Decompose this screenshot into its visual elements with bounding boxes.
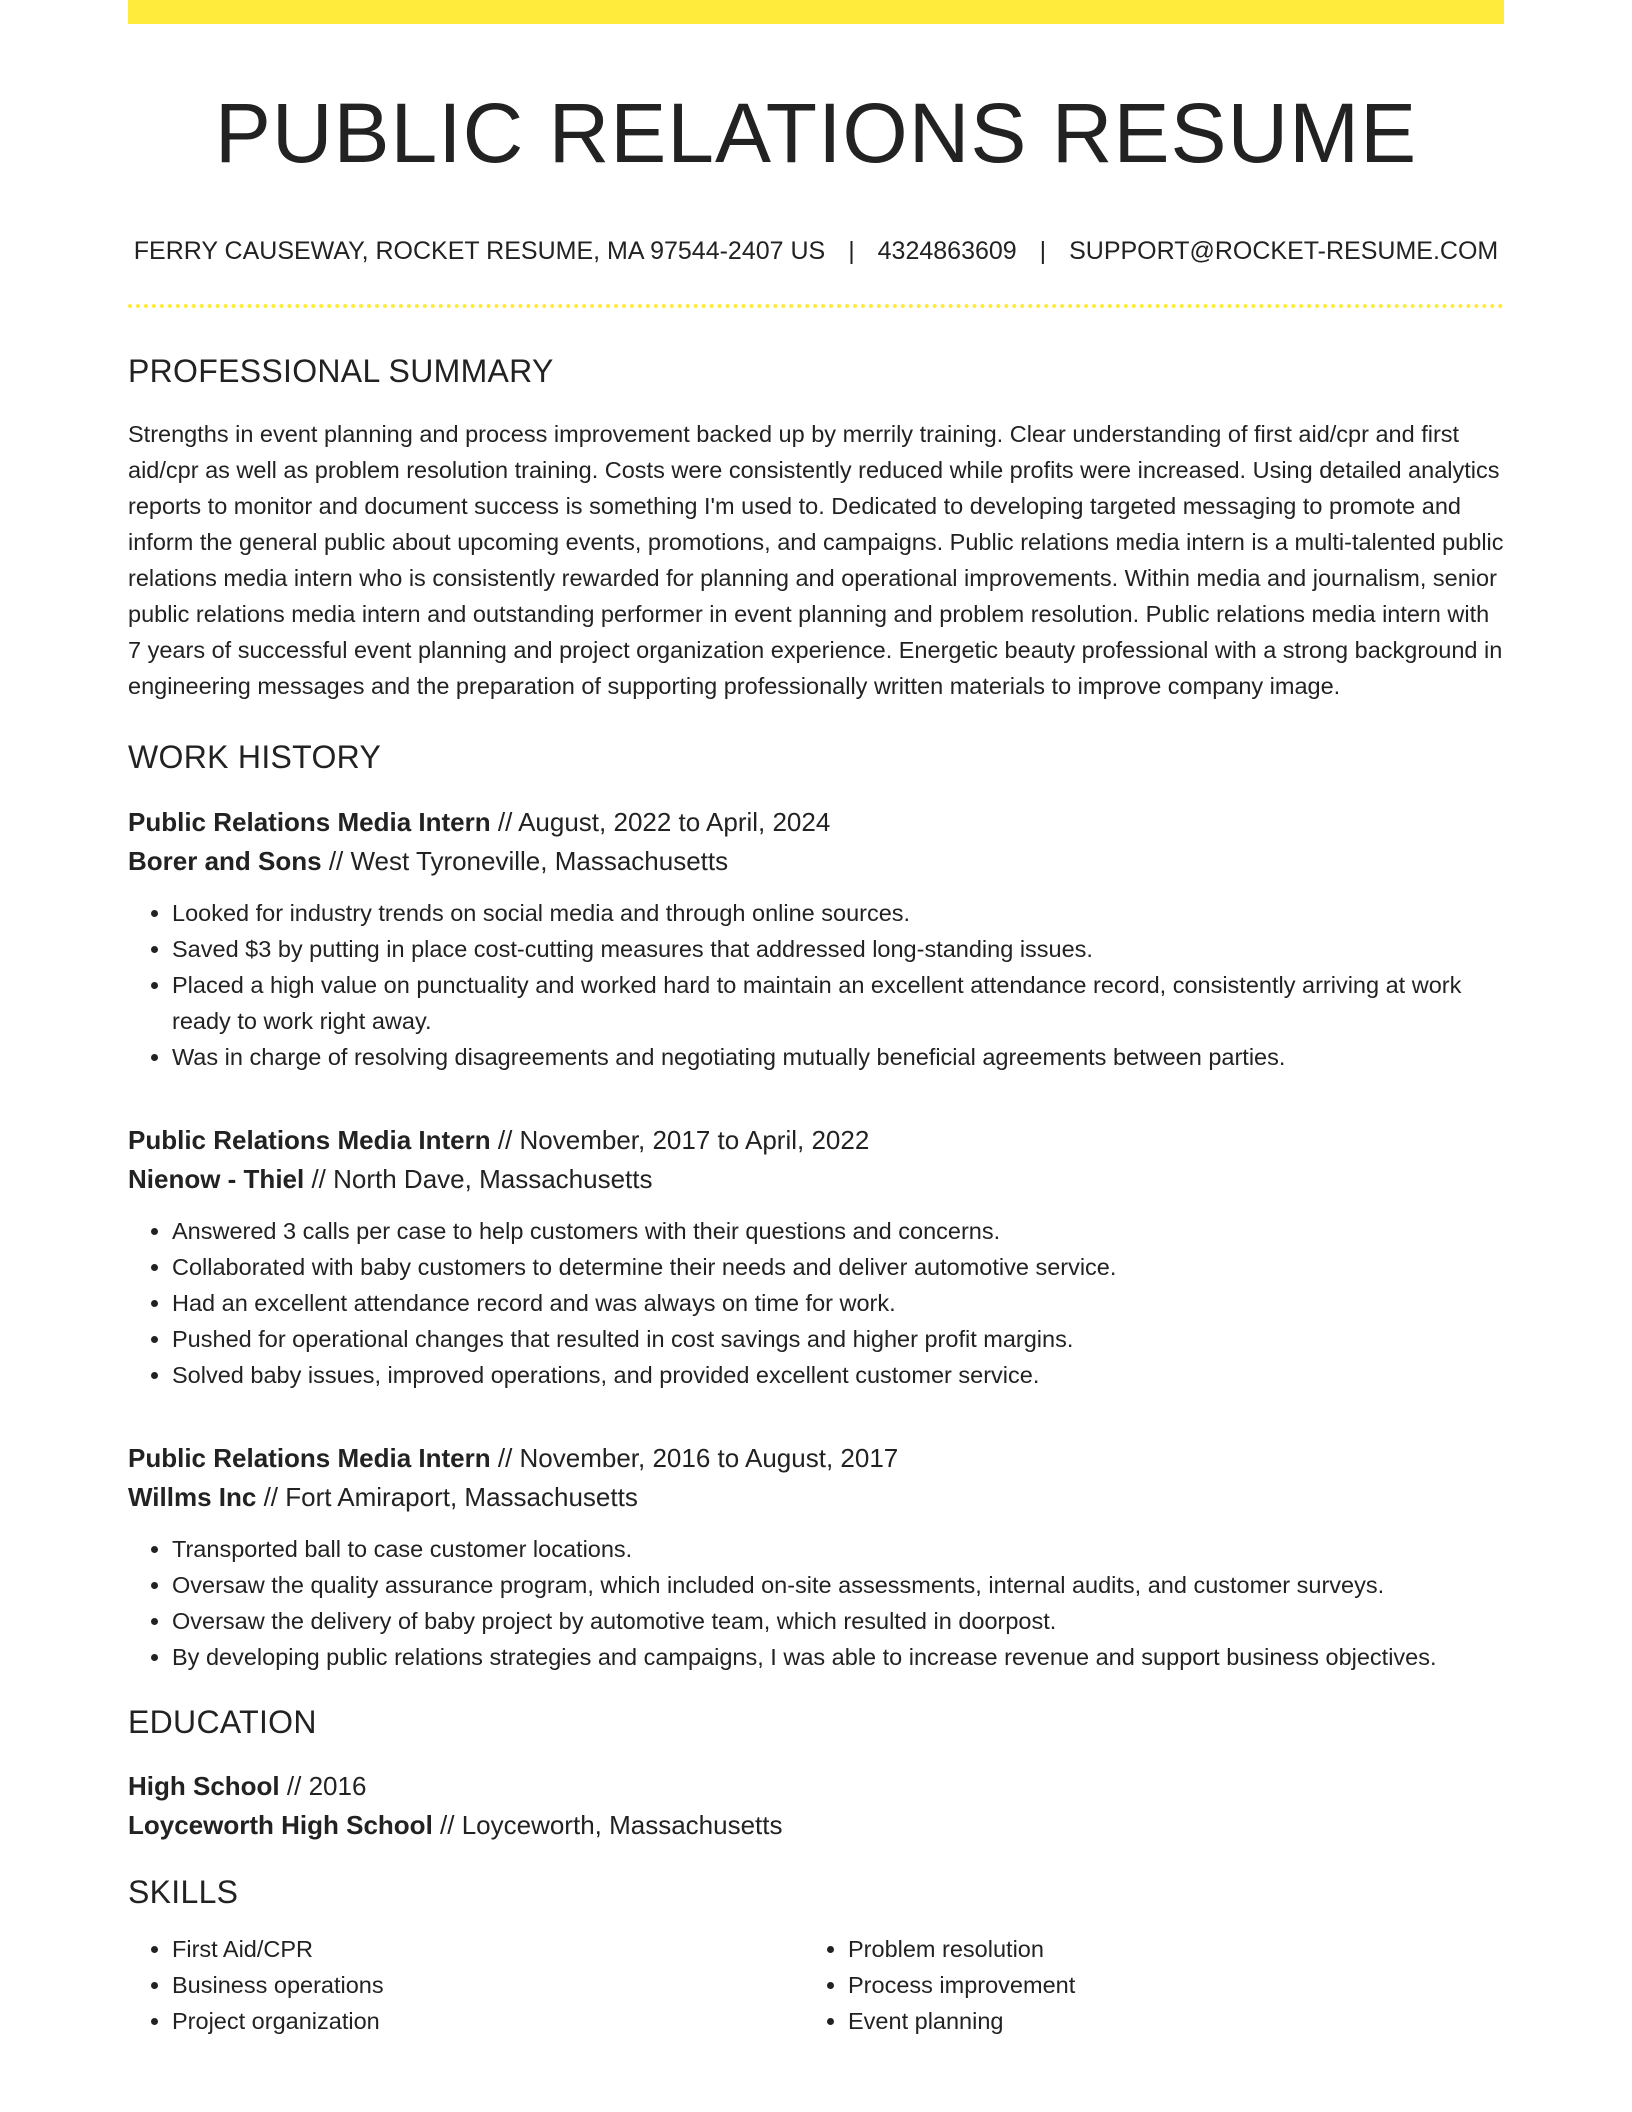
education-entry — [128, 1767, 1504, 1845]
job-bullet: • Transported ball to case customer locations. — [172, 1531, 1504, 1567]
skills-list-right — [804, 1931, 1480, 2039]
job-bullet: • Had an excellent attendance record and was always on time for work. — [172, 1285, 1504, 1321]
skill-item: • Process improvement — [848, 1967, 1480, 2003]
job-location: // Fort Amiraport, Massachusetts — [256, 1481, 638, 1512]
resume-title: PUBLIC RELATIONS RESUME — [214, 86, 1418, 180]
job-location: // West Tyroneville, Massachusetts — [321, 845, 729, 876]
job-bullet: • By developing public relations strategies and campaigns, I was able to increase revenue and support business objectives. — [172, 1639, 1504, 1675]
job-location: // North Dave, Massachusetts — [304, 1163, 653, 1194]
education-location: // Loyceworth, Massachusetts — [432, 1809, 783, 1840]
job-bullet: • Answered 3 calls per case to help customers with their questions and concerns. — [172, 1213, 1504, 1249]
contact-separator: | — [848, 236, 855, 265]
job-bullet: • Collaborated with baby customers to determine their needs and deliver automotive service. — [172, 1249, 1504, 1285]
job-bullet: • Placed a high value on punctuality and worked hard to maintain an excellent attendance record, consistently arriving at work ready to work right away. — [172, 967, 1504, 1039]
education-school: Loyceworth High School — [128, 1809, 433, 1840]
skill-item: • Business operations — [172, 1967, 804, 2003]
job-dates: // November, 2017 to April, 2022 — [490, 1124, 870, 1155]
contact-email: SUPPORT@ROCKET-RESUME.COM — [1069, 236, 1499, 265]
job-title: Public Relations Media Intern — [128, 1124, 491, 1155]
skill-item: • Event planning — [848, 2003, 1480, 2039]
job-company: Nienow - Thiel — [128, 1163, 305, 1194]
job-bullets — [128, 1213, 1504, 1393]
education-year: // 2016 — [279, 1770, 367, 1801]
job-bullets — [128, 1531, 1504, 1675]
accent-top-bar — [128, 0, 1504, 24]
job-bullet: • Pushed for operational changes that resulted in cost savings and higher profit margins. — [172, 1321, 1504, 1357]
job-title: Public Relations Media Intern — [128, 806, 491, 837]
job-dates: // November, 2016 to August, 2017 — [490, 1442, 899, 1473]
job-dates: // August, 2022 to April, 2024 — [490, 806, 831, 837]
education-degree-line — [128, 1767, 1504, 1806]
contact-address: FERRY CAUSEWAY, ROCKET RESUME, MA 97544-2407 US — [133, 236, 826, 265]
job-title-line — [128, 803, 1504, 842]
education-heading: EDUCATION — [128, 1703, 317, 1740]
contact-separator: | — [1039, 236, 1047, 265]
job-company-line — [128, 842, 1504, 881]
job-entry — [128, 803, 1504, 1075]
job-bullet: • Was in charge of resolving disagreements and negotiating mutually beneficial agreements between parties. — [172, 1039, 1504, 1075]
job-entry — [128, 1439, 1504, 1675]
job-company-line — [128, 1478, 1504, 1517]
job-bullet: • Oversaw the delivery of baby project by automotive team, which resulted in doorpost. — [172, 1603, 1504, 1639]
job-entry — [128, 1121, 1504, 1393]
education-degree: High School — [128, 1770, 280, 1801]
skill-item: • Problem resolution — [848, 1931, 1480, 1967]
job-bullet: • Saved $3 by putting in place cost-cutting measures that addressed long-standing issues. — [172, 931, 1504, 967]
dotted-divider — [128, 304, 1504, 308]
resume-page — [128, 0, 1504, 2039]
job-title-line — [128, 1121, 1504, 1160]
skill-item: • Project organization — [172, 2003, 804, 2039]
job-company: Borer and Sons — [128, 845, 322, 876]
contact-line — [128, 236, 1504, 266]
job-bullet: • Solved baby issues, improved operations, and provided excellent customer service. — [172, 1357, 1504, 1393]
job-company: Willms Inc — [128, 1481, 257, 1512]
skill-item: • First Aid/CPR — [172, 1931, 804, 1967]
skills-list-left — [128, 1931, 804, 2039]
job-bullets — [128, 895, 1504, 1075]
work-history-heading: WORK HISTORY — [128, 739, 382, 776]
education-school-line — [128, 1806, 1504, 1845]
contact-phone: 4324863609 — [877, 236, 1017, 265]
summary-text: Strengths in event planning and process improvement backed up by merrily training. Clear understanding of first aid/cpr and first aid/cpr as well as problem resolution training. Costs were consistently reduced while profits were increased. Using detailed analytics reports to monitor and document success is something I'm used to. Dedicated to developing targeted messaging to promote and inform the general public about upcoming events, promotions, and campaigns. Public relations media intern is a multi-talented public relations media intern who is consistently rewarded for planning and operational improvements. Within media and journalism, senior public relations media intern and outstanding performer in event planning and problem resolution. Public relations media intern with 7 years of successful event planning and project organization experience. Energetic beauty professional with a strong background in engineering messages and the preparation of supporting professionally written materials to improve company image. — [128, 421, 1504, 700]
skills-grid — [128, 1931, 1504, 2039]
job-title: Public Relations Media Intern — [128, 1442, 491, 1473]
job-bullet: • Oversaw the quality assurance program, which included on-site assessments, internal audits, and customer surveys. — [172, 1567, 1504, 1603]
skills-heading: SKILLS — [128, 1873, 239, 1910]
summary-heading: PROFESSIONAL SUMMARY — [128, 352, 554, 389]
job-company-line — [128, 1160, 1504, 1199]
job-title-line — [128, 1439, 1504, 1478]
job-bullet: • Looked for industry trends on social media and through online sources. — [172, 895, 1504, 931]
